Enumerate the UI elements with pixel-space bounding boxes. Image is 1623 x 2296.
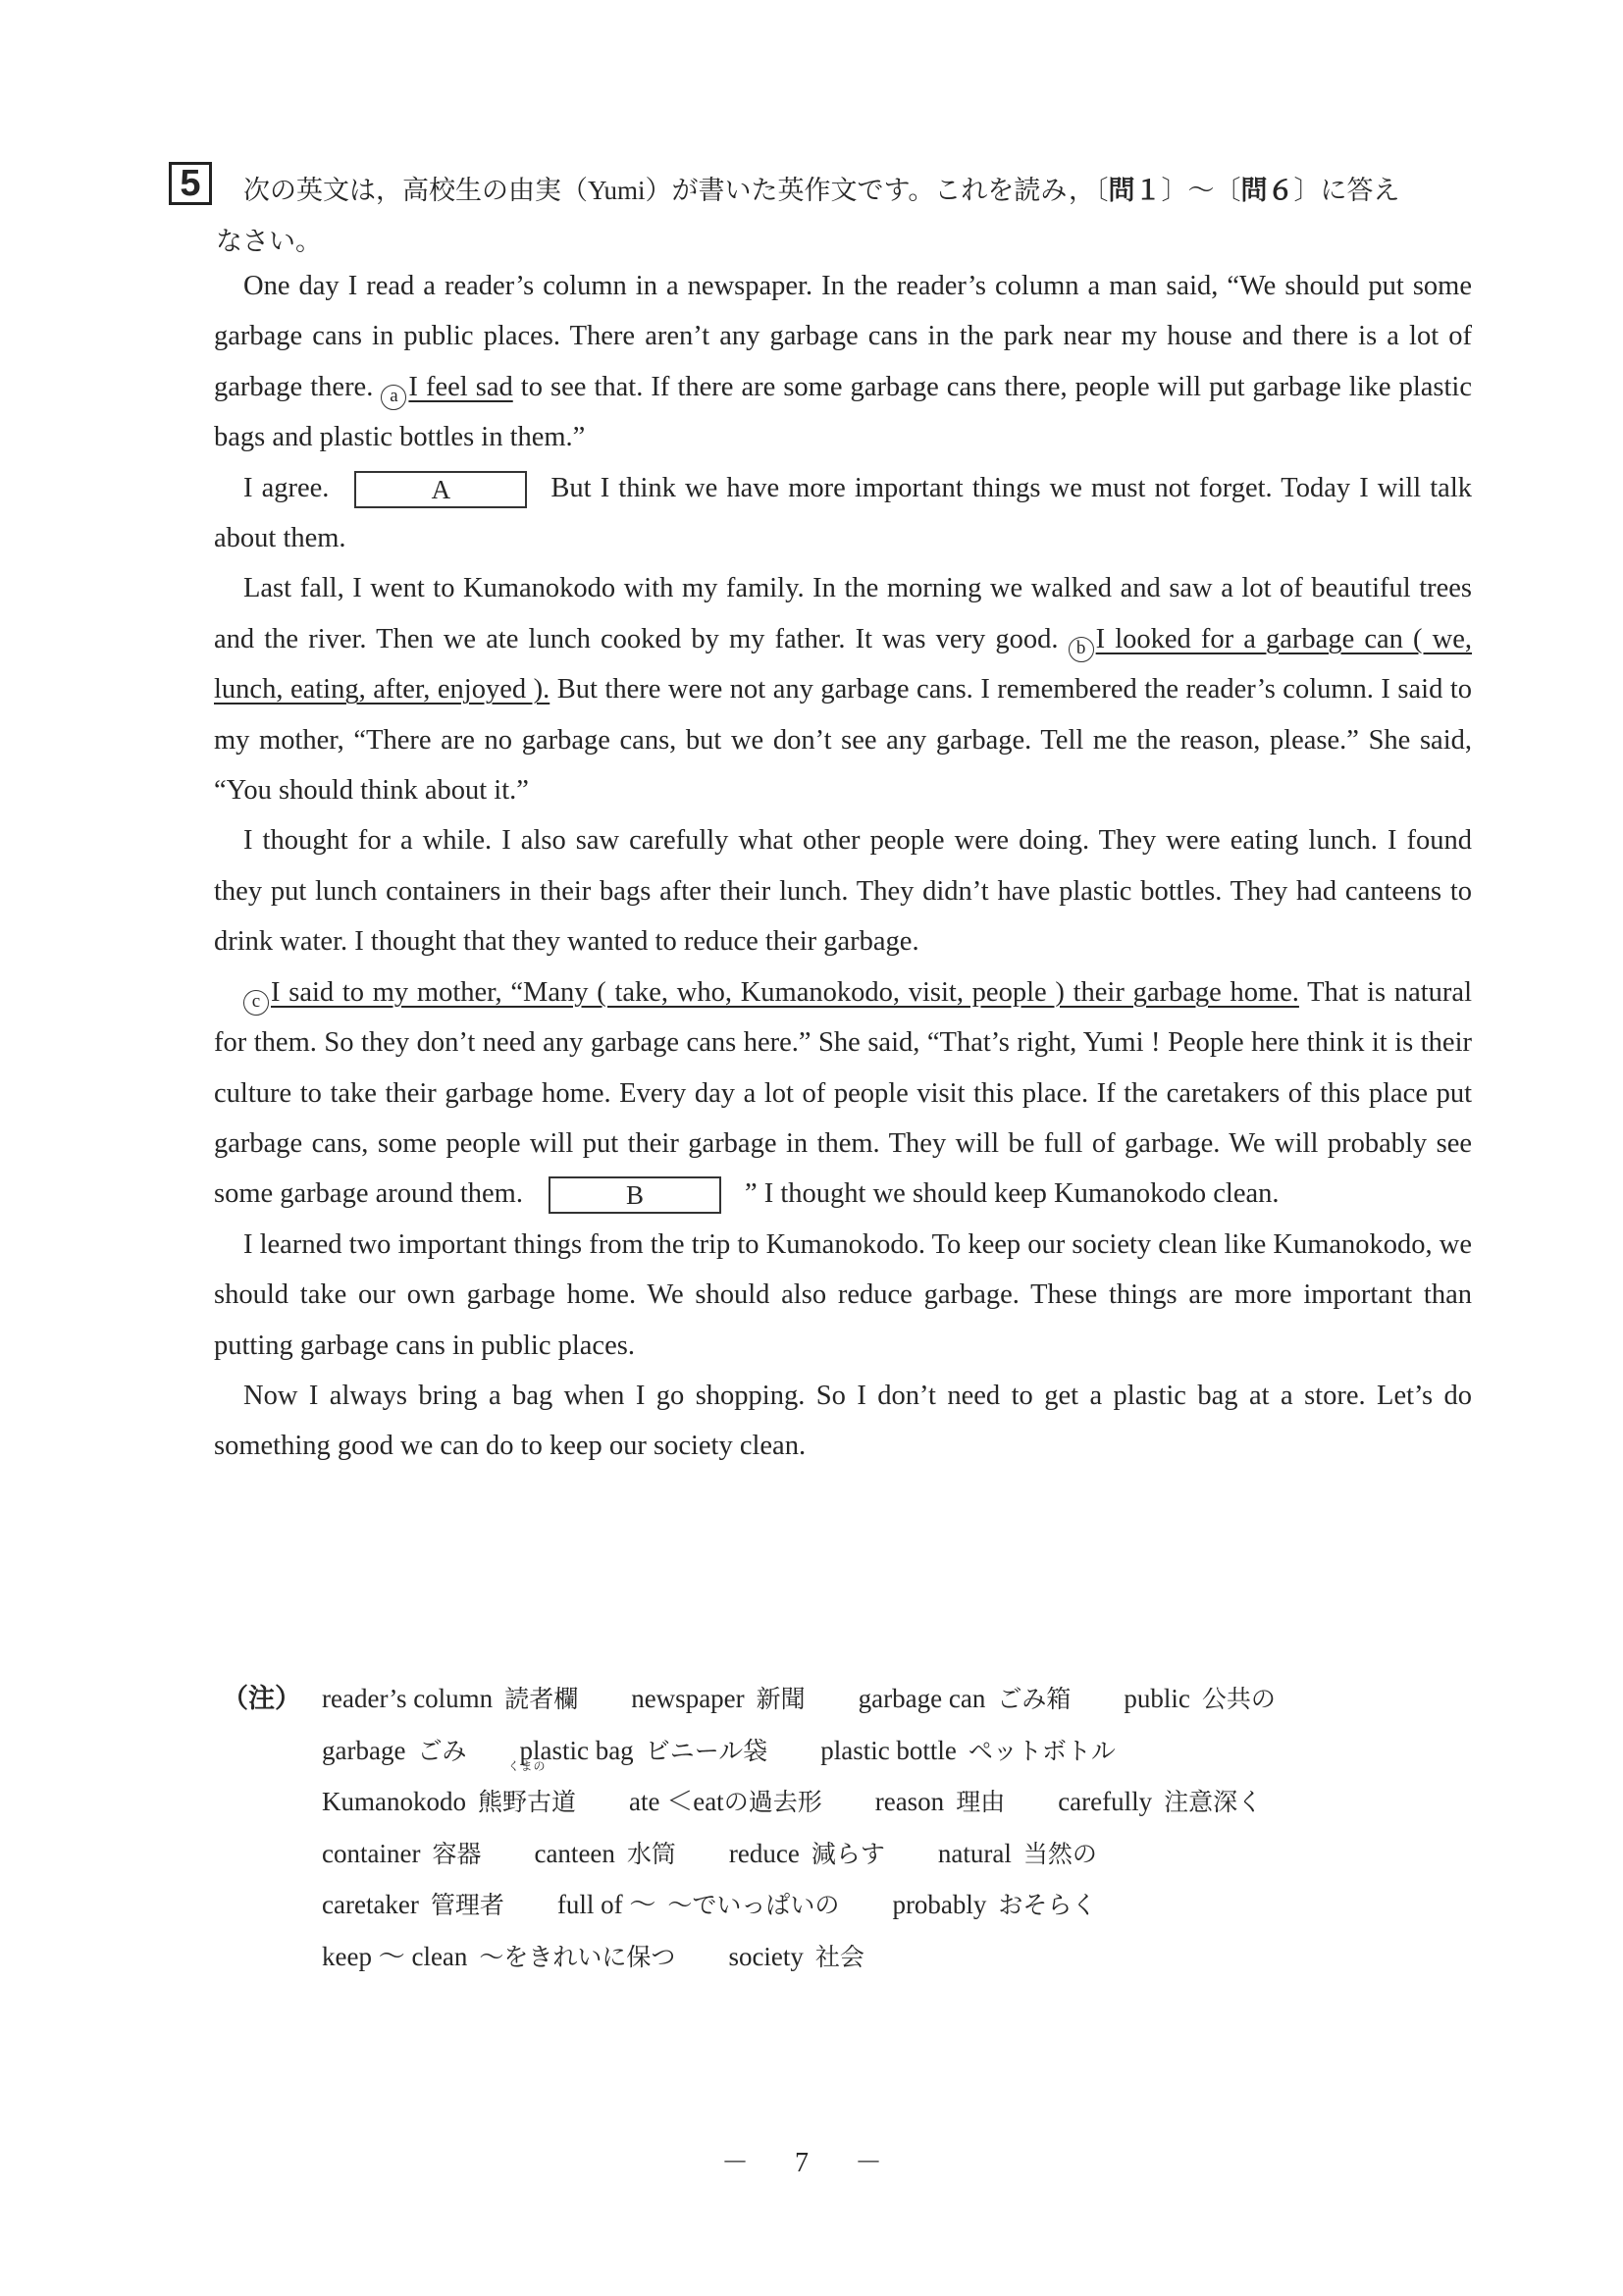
note-item: Kumanokodo くまの 熊野古道: [322, 1777, 576, 1829]
note-item: reason 理由: [874, 1787, 1006, 1816]
paragraph-7: Now I always bring a bag when I go shopping. So I don’t need to get a plastic bag at a store. Let’s do something good we can do to keep our society clean.: [214, 1380, 1472, 1462]
note-item: probably おそらく: [892, 1890, 1097, 1919]
note-item: carefully 注意深く: [1058, 1787, 1263, 1816]
note-item: plastic bottle ペットボトル: [820, 1735, 1116, 1765]
paragraph-4: I thought for a while. I also saw carefully what other people were doing. They were eating lunch. I found they put lunch containers in their bags after their lunch. They didn’t have plastic bottles. They had canteens to drink water. I thought that they wanted to reduce their garbage.: [214, 825, 1472, 958]
note-item: plastic bag ビニール袋: [519, 1735, 768, 1765]
page-number: － 7 －: [720, 2148, 902, 2178]
underlined-c: I said to my mother, “Many ( take, who, Kumanokodo, visit, people ) their garbage home.: [271, 976, 1299, 1008]
paragraph-2: I agree. A But I think we have more important things we must not forget. Today I will talk about them.: [214, 472, 1472, 554]
blank-box-b[interactable]: B: [549, 1176, 721, 1214]
note-item: garbage can ごみ箱: [858, 1684, 1072, 1713]
notes-row: [322, 1880, 1490, 1932]
paragraph-1: One day I read a reader’s column in a newspaper. In the reader’s column a man said, “We should put some garbage cans in public places. There aren’t any garbage cans in the park near my house and there is a lot of garbage there. a I feel sad to see that. If there are some garbage cans there, people will put garbage like plastic bags and plastic bottles in them.”: [214, 271, 1472, 453]
note-item: natural 当然の: [937, 1838, 1097, 1868]
note-item: full of ～ ～でいっぱいの: [556, 1890, 840, 1919]
question-range-start: 問１: [1108, 176, 1162, 205]
notes-row: [322, 1829, 1490, 1881]
notes-label: （注）: [222, 1684, 301, 1713]
note-item: reduce 減らす: [728, 1838, 885, 1868]
paragraph-3: Last fall, I went to Kumanokodo with my family. In the morning we walked and saw a lot of beautiful trees and the river. Then we ate lunch cooked by my father. It was very good. b I looked for a garbage can ( we, lunch, eating, after, enjoyed ). But there were not any garbage cans. I remembered the reader’s column. I said to my mother, “There are no garbage cans, but we don’t see any garbage. Tell me the reason, please.” She said, “You should think about it.”: [214, 573, 1472, 807]
blank-box-a[interactable]: A: [354, 471, 527, 508]
notes-row: [322, 1674, 1490, 1726]
notes-row: [322, 1932, 1490, 1984]
paragraph-5: c I said to my mother, “Many ( take, who, Kumanokodo, visit, people ) their garbage home. That is natural for them. So they don’t need any garbage cans here.” She said, “That’s right, Yumi ! People here think it is their culture to take their garbage home. Every day a lot of people visit this place. If the caretakers of this place put garbage cans, some people will put their garbage in them. They will be full of garbage. We will probably see some garbage around them. B ” I thought we should keep Kumanokodo clean.: [214, 967, 1472, 1220]
note-item: container 容器: [322, 1838, 482, 1868]
note-item: reader’s column 読者欄: [322, 1684, 579, 1713]
question-range-end: 問６: [1240, 176, 1294, 205]
notes-list: [322, 1674, 1490, 1983]
note-item: caretaker 管理者: [322, 1890, 504, 1919]
note-item: ate ＜eatの過去形: [629, 1787, 822, 1816]
paragraph-6: I learned two important things from the trip to Kumanokodo. To keep our society clean like Kumanokodo, we should take our own garbage home. We should also reduce garbage. These things are more important than putting garbage cans in public places.: [214, 1228, 1472, 1361]
ruby-reading: くまの: [507, 1759, 547, 1773]
underlined-a: I feel sad: [408, 371, 513, 402]
note-item: canteen 水筒: [534, 1838, 676, 1868]
note-item: newspaper 新聞: [631, 1684, 806, 1713]
ruby-word: くまの 熊野古道: [477, 1759, 576, 1816]
question-number: 5: [169, 162, 212, 205]
note-item: keep ～ clean ～をきれいに保つ: [322, 1941, 676, 1971]
question-instruction: 次の英文は，高校生の由実（Yumi）が書いた英作文です。これを読み，〔問１〕～〔問６〕に答え なさい。: [216, 176, 1400, 256]
marker-a: a: [381, 385, 406, 410]
english-passage: [214, 261, 1472, 1472]
note-item: society 社会: [728, 1941, 864, 1971]
marker-b: b: [1069, 637, 1094, 662]
underlined-b: I looked for a garbage can ( we, lunch, eating, after, enjoyed ).: [214, 623, 1472, 705]
note-item: garbage ごみ: [322, 1735, 467, 1765]
marker-c: c: [243, 990, 269, 1016]
note-item: public 公共の: [1124, 1684, 1276, 1713]
notes-row: [322, 1759, 1490, 1829]
